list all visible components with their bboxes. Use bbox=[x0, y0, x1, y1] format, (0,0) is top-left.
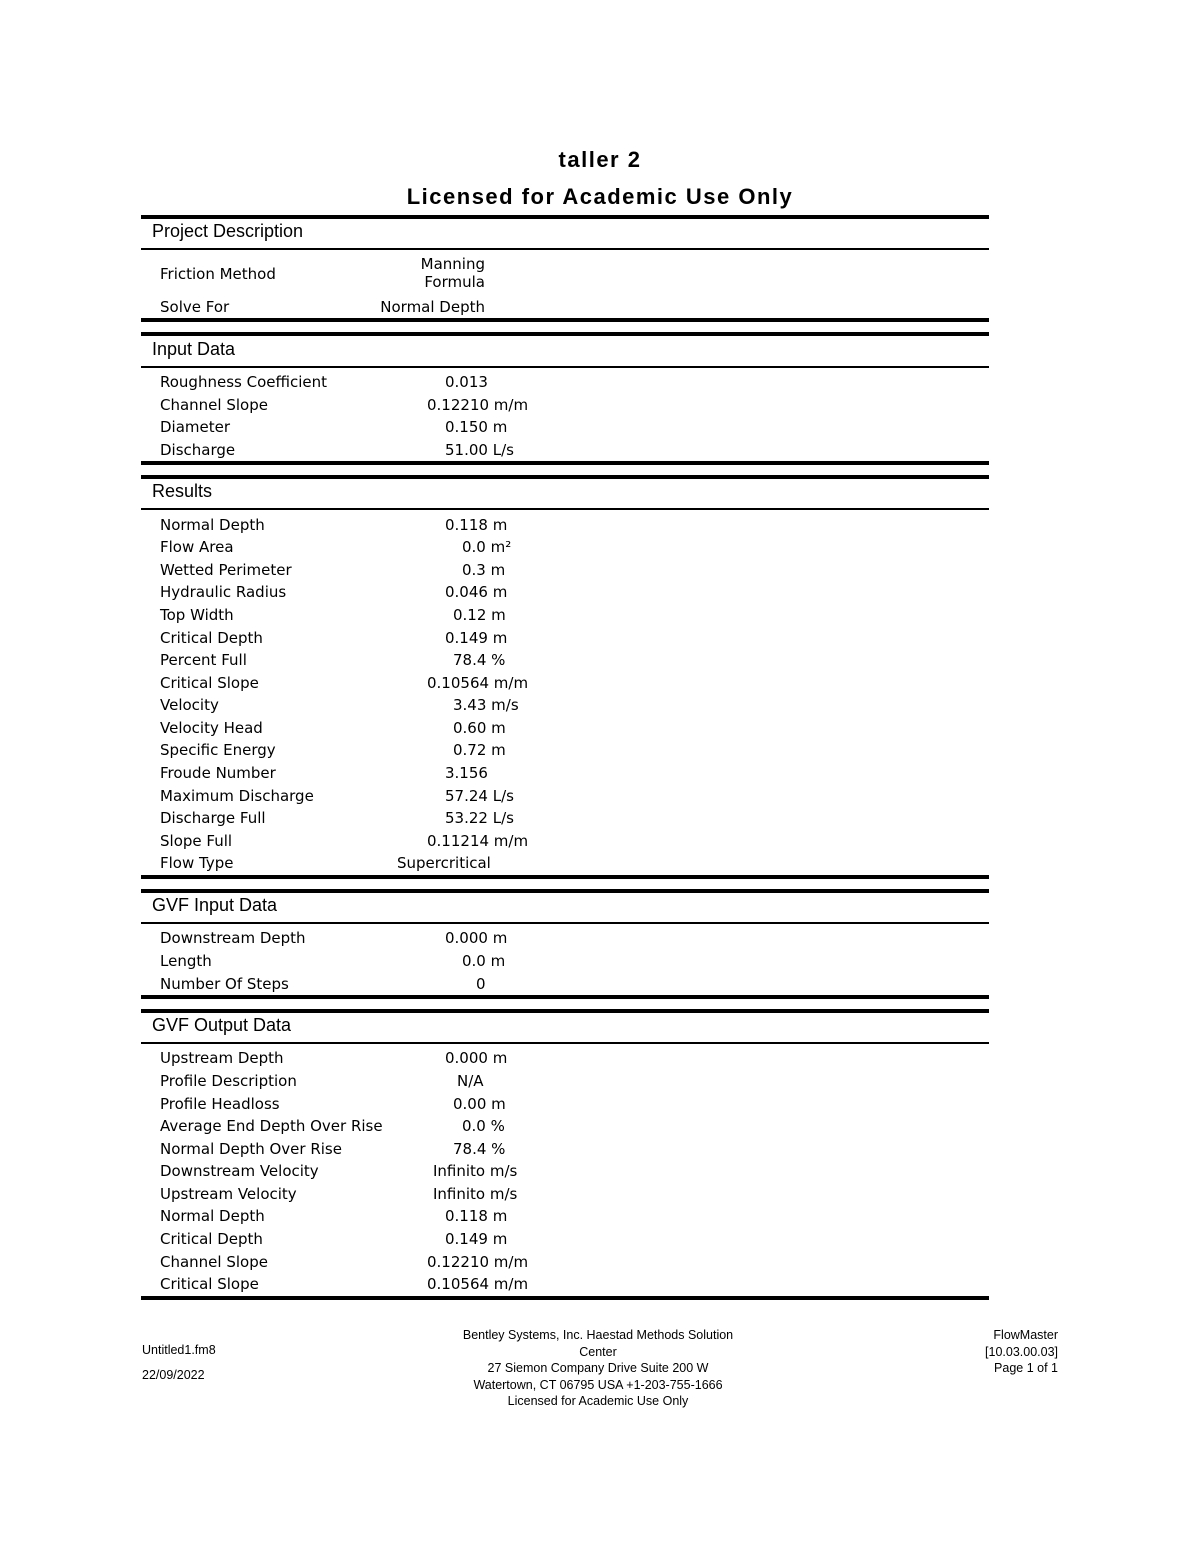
field-label: Downstream Depth bbox=[160, 929, 306, 947]
field-value: 0.149 m bbox=[445, 629, 508, 647]
field-label: Upstream Depth bbox=[160, 1049, 284, 1067]
field-value: Supercritical bbox=[397, 854, 491, 872]
field-value-line: Manning bbox=[420, 255, 485, 273]
field-value: 78.4 % bbox=[453, 651, 506, 669]
field-value: 0.10564 m/m bbox=[427, 1275, 529, 1293]
field-value: 0.3 m bbox=[462, 561, 506, 579]
field-value: 78.4 % bbox=[453, 1140, 506, 1158]
field-value-line: Formula bbox=[424, 273, 485, 291]
field-label: Critical Slope bbox=[160, 1275, 259, 1293]
field-label: Froude Number bbox=[160, 764, 276, 782]
field-value: 0.150 m bbox=[445, 418, 508, 436]
section-divider bbox=[141, 1009, 989, 1013]
footer-product-block bbox=[985, 1327, 1058, 1377]
footer-version: [10.03.00.03] bbox=[985, 1344, 1058, 1359]
section-divider bbox=[141, 1042, 989, 1044]
field-label: Critical Slope bbox=[160, 674, 259, 692]
section-divider bbox=[141, 215, 989, 219]
section-divider bbox=[141, 922, 989, 924]
section-divider bbox=[141, 889, 989, 893]
field-label: Average End Depth Over Rise bbox=[160, 1117, 383, 1135]
field-value: 0.12210 m/m bbox=[427, 396, 529, 414]
section-divider bbox=[141, 366, 989, 368]
field-value: 0.11214 m/m bbox=[427, 832, 529, 850]
field-label: Number Of Steps bbox=[160, 975, 289, 993]
field-value: 51.00 L/s bbox=[445, 441, 514, 459]
field-label: Maximum Discharge bbox=[160, 787, 314, 805]
field-value: 0.60 m bbox=[453, 719, 506, 737]
footer-company-line: Center bbox=[579, 1344, 617, 1359]
field-value: 0.013 bbox=[445, 373, 488, 391]
field-value: 0.118 m bbox=[445, 1207, 508, 1225]
field-value: 3.156 bbox=[445, 764, 488, 782]
field-value: 0.000 m bbox=[445, 929, 508, 947]
field-label: Channel Slope bbox=[160, 1253, 268, 1271]
field-label: Downstream Velocity bbox=[160, 1162, 319, 1180]
section-divider bbox=[141, 995, 989, 999]
field-label: Velocity Head bbox=[160, 719, 263, 737]
footer-address-line: Watertown, CT 06795 USA +1-203-755-1666 bbox=[473, 1377, 723, 1392]
field-label: Specific Energy bbox=[160, 741, 276, 759]
field-label: Length bbox=[160, 952, 212, 970]
field-label: Profile Description bbox=[160, 1072, 297, 1090]
footer-filename: Untitled1.fm8 bbox=[142, 1343, 216, 1357]
field-label: Velocity bbox=[160, 696, 219, 714]
field-value: 0.000 m bbox=[445, 1049, 508, 1067]
section-divider bbox=[141, 248, 989, 250]
footer-company-line: Bentley Systems, Inc. Haestad Methods Solution bbox=[462, 1328, 734, 1342]
field-label: Critical Depth bbox=[160, 1230, 263, 1248]
section-heading-results: Results bbox=[152, 481, 213, 501]
field-label: Normal Depth bbox=[160, 1207, 265, 1225]
field-label: Critical Depth bbox=[160, 629, 263, 647]
section-divider bbox=[141, 475, 989, 479]
field-value: 0.12210 m/m bbox=[427, 1253, 529, 1271]
field-label: Flow Area bbox=[160, 538, 234, 556]
field-value: 3.43 m/s bbox=[453, 696, 519, 714]
section-heading-gvf-output: GVF Output Data bbox=[152, 1015, 292, 1035]
field-value: 0.0 m bbox=[462, 952, 506, 970]
field-value: 0.00 m bbox=[453, 1095, 506, 1113]
field-label: Slope Full bbox=[160, 832, 233, 850]
field-value: 0.046 m bbox=[445, 583, 508, 601]
footer-product: FlowMaster bbox=[993, 1328, 1058, 1342]
field-label: Normal Depth bbox=[160, 516, 265, 534]
section-divider bbox=[141, 508, 989, 510]
field-label: Solve For bbox=[160, 298, 230, 316]
field-value: 57.24 L/s bbox=[445, 787, 514, 805]
field-label: Top Width bbox=[160, 606, 234, 624]
footer-page: Page 1 of 1 bbox=[994, 1361, 1058, 1375]
field-value: 0.72 m bbox=[453, 741, 506, 759]
field-value: 0.0 % bbox=[462, 1117, 505, 1135]
field-value: N/A bbox=[457, 1072, 484, 1090]
footer-address-line: 27 Siemon Company Drive Suite 200 W bbox=[487, 1361, 709, 1375]
field-value: 0.118 m bbox=[445, 516, 508, 534]
field-value: 0.10564 m/m bbox=[427, 674, 529, 692]
field-value: 0.12 m bbox=[453, 606, 506, 624]
field-label: Upstream Velocity bbox=[160, 1185, 297, 1203]
field-value bbox=[365, 255, 485, 291]
section-divider bbox=[141, 318, 989, 322]
field-label: Discharge bbox=[160, 441, 236, 459]
section-heading-project: Project Description bbox=[152, 221, 304, 241]
field-label: Channel Slope bbox=[160, 396, 268, 414]
section-heading-input: Input Data bbox=[152, 339, 236, 359]
field-value: Infinito m/s bbox=[433, 1185, 518, 1203]
field-value: 0.149 m bbox=[445, 1230, 508, 1248]
section-heading-gvf-input: GVF Input Data bbox=[152, 895, 278, 915]
footer-license: Licensed for Academic Use Only bbox=[507, 1394, 689, 1408]
field-label: Flow Type bbox=[160, 854, 234, 872]
report-title: taller 2 bbox=[558, 147, 642, 172]
field-value: Normal Depth bbox=[380, 298, 485, 316]
field-label: Hydraulic Radius bbox=[160, 583, 287, 601]
field-value: 0 bbox=[476, 975, 486, 993]
field-label: Diameter bbox=[160, 418, 231, 436]
field-value: Infinito m/s bbox=[433, 1162, 518, 1180]
field-label: Profile Headloss bbox=[160, 1095, 280, 1113]
field-label: Percent Full bbox=[160, 651, 247, 669]
field-value: 53.22 L/s bbox=[445, 809, 514, 827]
section-divider bbox=[141, 875, 989, 879]
section-divider bbox=[141, 461, 989, 465]
field-value: 0.0 m² bbox=[462, 538, 512, 556]
field-label: Wetted Perimeter bbox=[160, 561, 292, 579]
field-label: Normal Depth Over Rise bbox=[160, 1140, 342, 1158]
section-divider bbox=[141, 1296, 989, 1300]
field-label: Roughness Coefficient bbox=[160, 373, 328, 391]
license-subtitle: Licensed for Academic Use Only bbox=[406, 184, 794, 209]
footer-company-block bbox=[398, 1327, 798, 1410]
field-label: Discharge Full bbox=[160, 809, 266, 827]
section-divider bbox=[141, 332, 989, 336]
field-label: Friction Method bbox=[160, 265, 276, 283]
footer-date: 22/09/2022 bbox=[142, 1368, 205, 1382]
